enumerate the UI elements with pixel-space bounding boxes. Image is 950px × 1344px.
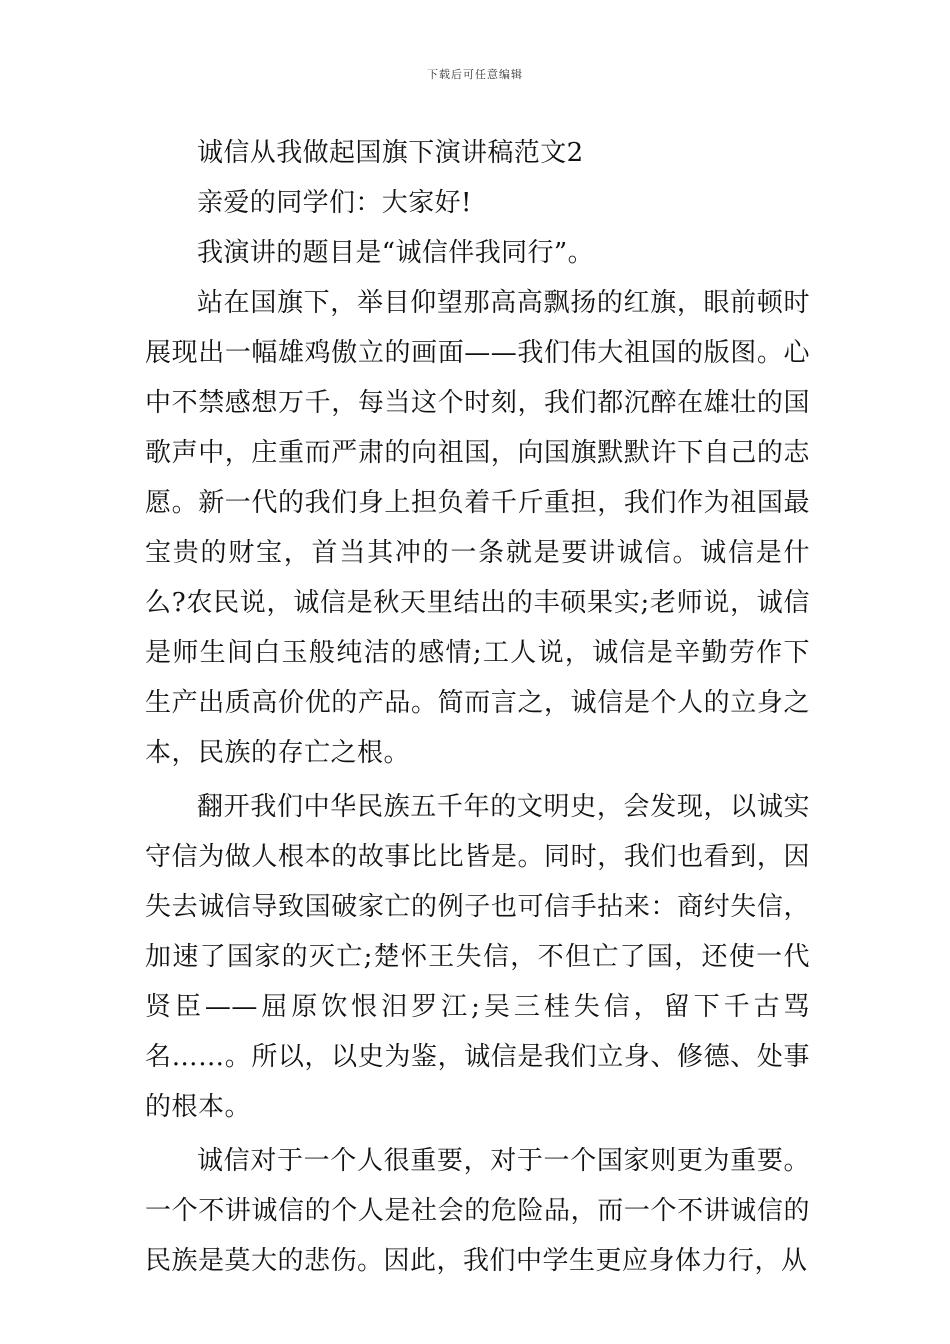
topic-line: 我演讲的题目是“诚信伴我同行”。 xyxy=(197,238,594,268)
document-title: 诚信从我做起国旗下演讲稿范文2 xyxy=(197,138,584,168)
header-note: 下载后可任意编辑 xyxy=(427,68,523,81)
greeting-line: 亲爱的同学们：大家好! xyxy=(197,188,472,218)
paragraph-3: 诚信对于一个人很重要，对于一个国家则更为重要。一个不讲诚信的个人是社会的危险品，而一个不讲诚信的民族是莫大的悲伤。因此，我们中学生更应身体力行，从 xyxy=(145,1146,810,1276)
paragraph-2: 翻开我们中华民族五千年的文明史，会发现，以诚实守信为做人根本的故事比比皆是。同时，我们也看到，因失去诚信导致国破家亡的例子也可信手拈来：商纣失信，加速了国家的灭亡;楚怀王失信，不但亡了国，还使一代贤臣——屈原饮恨汨罗江;吴三桂失信，留下千古骂名……。所以，以史为鉴，诚信是我们立身、修德、处事的根本。 xyxy=(145,792,810,1122)
paragraph-1: 站在国旗下，举目仰望那高高飘扬的红旗，眼前顿时展现出一幅雄鸡傲立的画面——我们伟大祖国的版图。心中不禁感想万千，每当这个时刻，我们都沉醉在雄壮的国歌声中，庄重而严肃的向祖国，向国旗默默许下自己的志愿。新一代的我们身上担负着千斤重担，我们作为祖国最宝贵的财宝，首当其冲的一条就是要讲诚信。诚信是什么?农民说，诚信是秋天里结出的丰硕果实;老师说，诚信是师生间白玉般纯洁的感情;工人说，诚信是辛勤劳作下生产出质高价优的产品。简而言之，诚信是个人的立身之本，民族的存亡之根。 xyxy=(145,288,810,768)
document-body xyxy=(145,128,810,1286)
